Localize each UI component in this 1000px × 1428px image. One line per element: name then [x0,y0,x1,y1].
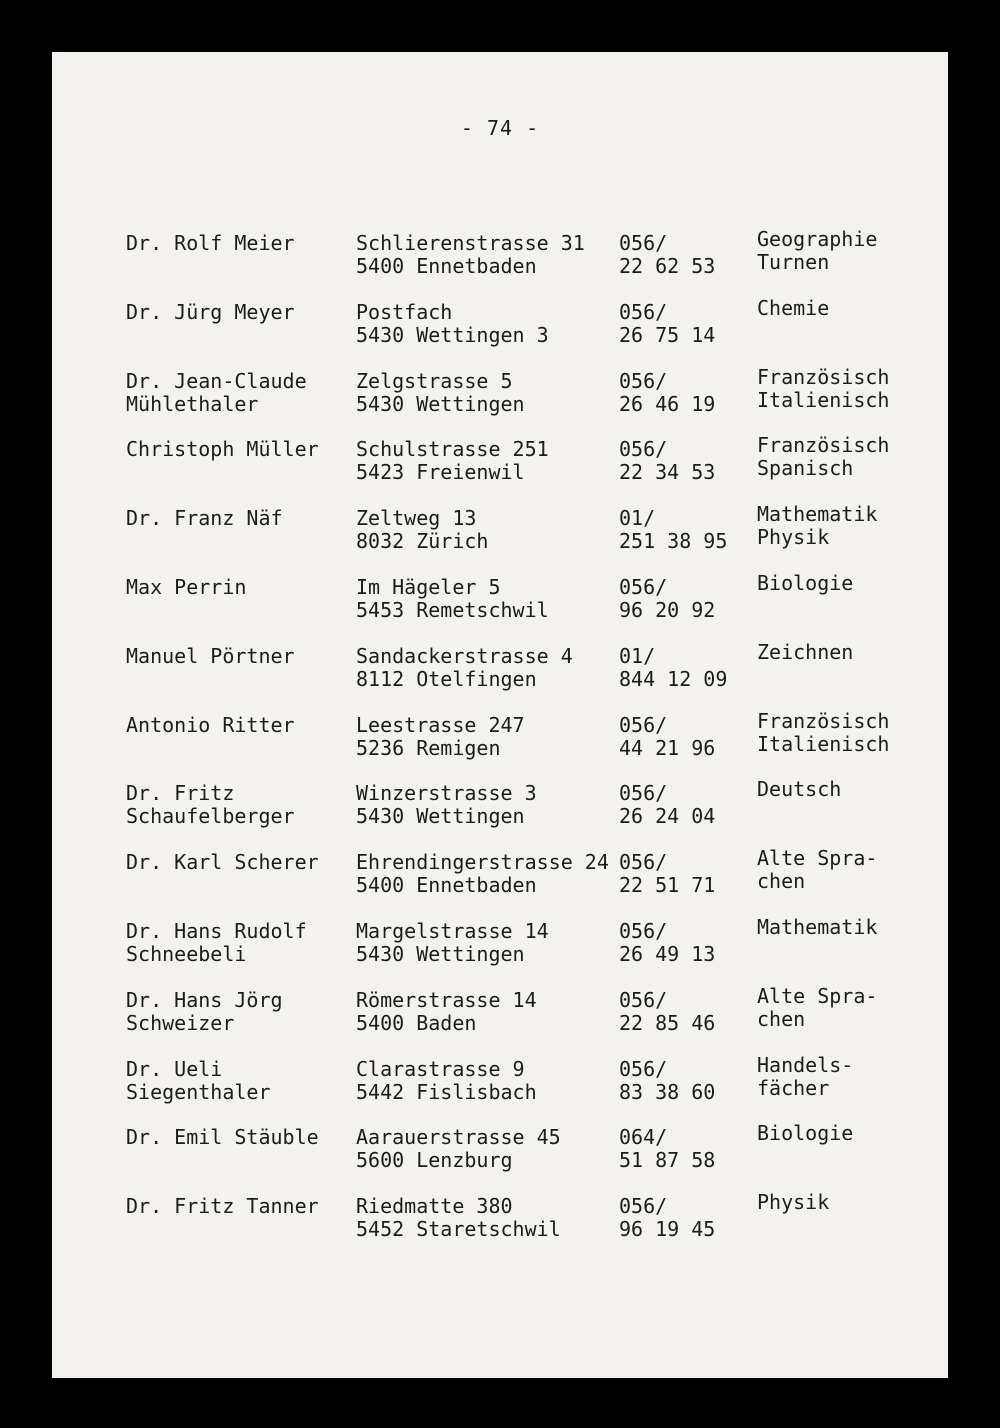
directory-entry [126,1190,926,1255]
entry-subjects [757,916,877,939]
phone-line: 44 21 96 [619,736,716,760]
directory-entry [126,777,926,842]
directory-entry [126,709,926,774]
entry-subjects [757,641,853,664]
name-line: Mühlethaler [126,392,259,416]
address-line: Margelstrasse 14 [356,919,549,943]
page-number: - 74 - [460,116,540,140]
directory-entry [126,1121,926,1186]
entry-phone [619,782,715,828]
address-line: Zelgstrasse 5 [356,369,513,393]
phone-line: 01/ [619,644,656,668]
address-line: 5600 Lenzburg [356,1148,513,1172]
directory-entry [126,365,926,430]
name-line: Dr. Emil Stäuble [126,1125,319,1149]
address-line: 5400 Ennetbaden [356,873,537,897]
directory-entry [126,984,926,1049]
phone-line: 056/ [619,231,668,255]
entry-name [126,989,283,1035]
entry-phone [619,1195,715,1241]
address-line: Postfach [356,300,453,324]
subject-line: chen [757,1007,806,1031]
phone-line: 064/ [619,1125,668,1149]
phone-line: 01/ [619,506,656,530]
subject-line: Französisch [757,433,890,457]
entry-subjects [757,503,877,549]
address-line: 5430 Wettingen [356,942,525,966]
phone-line: 056/ [619,850,668,874]
entry-phone [619,645,727,691]
entry-phone [619,920,715,966]
entry-phone [619,370,715,416]
subject-line: Deutsch [757,777,842,801]
entry-phone [619,1126,715,1172]
address-line: 8032 Zürich [356,529,489,553]
entry-address [356,1058,537,1104]
address-line: Zeltweg 13 [356,506,477,530]
address-line: 5442 Fislisbach [356,1080,537,1104]
address-line: 5430 Wettingen [356,804,525,828]
directory-entry [126,1053,926,1118]
entry-name [126,438,319,461]
phone-line: 056/ [619,781,668,805]
entry-address [356,645,573,691]
name-line: Max Perrin [126,575,247,599]
entry-address [356,301,549,347]
address-line: 5400 Baden [356,1011,477,1035]
entry-subjects [757,434,889,480]
entry-name [126,370,307,416]
directory-entry [126,846,926,911]
directory-entry [126,433,926,498]
subject-line: Handels- [757,1053,854,1077]
phone-line: 96 19 45 [619,1217,716,1241]
name-line: Manuel Pörtner [126,644,295,668]
entry-phone [619,989,715,1035]
address-line: Sandackerstrasse 4 [356,644,573,668]
phone-line: 26 46 19 [619,392,716,416]
name-line: Dr. Hans Jörg [126,988,283,1012]
subject-line: Italienisch [757,732,890,756]
directory-entry [126,640,926,705]
name-line: Dr. Jean-Claude [126,369,307,393]
document-page [52,52,948,1378]
entry-subjects [757,1054,853,1100]
entry-name [126,1195,319,1218]
address-line: Römerstrasse 14 [356,988,537,1012]
subject-line: Physik [757,1190,830,1214]
phone-line: 056/ [619,713,668,737]
entry-name [126,232,295,255]
address-line: 5430 Wettingen [356,392,525,416]
subject-line: Französisch [757,365,890,389]
entry-name [126,1058,271,1104]
entry-name [126,920,307,966]
name-line: Schaufelberger [126,804,295,828]
entry-name [126,782,295,828]
phone-line: 22 51 71 [619,873,716,897]
entry-subjects [757,297,829,320]
subject-line: chen [757,869,806,893]
entry-address [356,507,488,553]
entry-phone [619,438,715,484]
address-line: 5430 Wettingen 3 [356,323,549,347]
entry-name [126,645,295,668]
directory-entry [126,571,926,636]
entry-subjects [757,228,877,274]
name-line: Antonio Ritter [126,713,295,737]
entry-name [126,714,295,737]
name-line: Dr. Fritz [126,781,235,805]
name-line: Siegenthaler [126,1080,271,1104]
phone-line: 22 34 53 [619,460,716,484]
address-line: Schlierenstrasse 31 [356,231,585,255]
entry-subjects [757,366,889,412]
address-line: 8112 Otelfingen [356,667,537,691]
subject-line: Physik [757,525,830,549]
phone-line: 251 38 95 [619,529,728,553]
entry-phone [619,714,715,760]
entry-address [356,989,537,1035]
phone-line: 056/ [619,437,668,461]
entry-subjects [757,1122,853,1145]
entry-subjects [757,985,877,1031]
phone-line: 056/ [619,575,668,599]
entry-subjects [757,1191,829,1214]
entry-address [356,370,525,416]
phone-line: 51 87 58 [619,1148,716,1172]
entry-address [356,920,549,966]
directory-entry [126,227,926,292]
name-line: Dr. Jürg Meyer [126,300,295,324]
address-line: Im Hägeler 5 [356,575,501,599]
subject-line: Italienisch [757,388,890,412]
phone-line: 26 75 14 [619,323,716,347]
entry-name [126,576,246,599]
name-line: Schneebeli [126,942,247,966]
entry-subjects [757,572,853,595]
phone-line: 83 38 60 [619,1080,716,1104]
name-line: Christoph Müller [126,437,319,461]
entry-subjects [757,710,889,756]
entry-address [356,576,549,622]
phone-line: 96 20 92 [619,598,716,622]
phone-line: 26 24 04 [619,804,716,828]
name-line: Dr. Rolf Meier [126,231,295,255]
entry-address [356,1195,561,1241]
directory-entry [126,296,926,361]
subject-line: Biologie [757,1121,854,1145]
subject-line: Zeichnen [757,640,854,664]
entry-address [356,851,609,897]
entry-phone [619,851,715,897]
subject-line: Chemie [757,296,830,320]
address-line: Winzerstrasse 3 [356,781,537,805]
subject-line: Geographie [757,227,878,251]
entry-name [126,1126,319,1149]
phone-line: 844 12 09 [619,667,728,691]
name-line: Dr. Franz Näf [126,506,283,530]
address-line: Ehrendingerstrasse 24 [356,850,609,874]
subject-line: fächer [757,1076,830,1100]
subject-line: Spanisch [757,456,854,480]
phone-line: 056/ [619,919,668,943]
phone-line: 056/ [619,1057,668,1081]
subject-line: Mathematik [757,502,878,526]
entry-phone [619,507,727,553]
subject-line: Alte Spra- [757,846,878,870]
entry-name [126,507,283,530]
address-line: Leestrasse 247 [356,713,525,737]
subject-line: Französisch [757,709,890,733]
entry-name [126,301,295,324]
entry-address [356,232,585,278]
phone-line: 056/ [619,300,668,324]
name-line: Dr. Fritz Tanner [126,1194,319,1218]
name-line: Dr. Hans Rudolf [126,919,307,943]
address-line: 5423 Freienwil [356,460,525,484]
entry-phone [619,232,715,278]
entry-address [356,438,549,484]
entry-subjects [757,778,841,801]
address-line: Schulstrasse 251 [356,437,549,461]
phone-line: 26 49 13 [619,942,716,966]
address-line: 5452 Staretschwil [356,1217,561,1241]
phone-line: 056/ [619,369,668,393]
entry-phone [619,301,715,347]
address-line: 5236 Remigen [356,736,501,760]
address-line: Riedmatte 380 [356,1194,513,1218]
phone-line: 056/ [619,988,668,1012]
address-line: Clarastrasse 9 [356,1057,525,1081]
subject-line: Biologie [757,571,854,595]
entry-phone [619,1058,715,1104]
entry-name [126,851,319,874]
directory-entry [126,915,926,980]
address-line: 5400 Ennetbaden [356,254,537,278]
name-line: Dr. Ueli [126,1057,223,1081]
subject-line: Turnen [757,250,830,274]
phone-line: 22 85 46 [619,1011,716,1035]
entry-address [356,714,525,760]
subject-line: Alte Spra- [757,984,878,1008]
entry-phone [619,576,715,622]
directory-entry [126,502,926,567]
name-line: Schweizer [126,1011,235,1035]
entry-subjects [757,847,877,893]
phone-line: 22 62 53 [619,254,716,278]
address-line: 5453 Remetschwil [356,598,549,622]
entry-address [356,1126,561,1172]
entry-address [356,782,537,828]
subject-line: Mathematik [757,915,878,939]
name-line: Dr. Karl Scherer [126,850,319,874]
address-line: Aarauerstrasse 45 [356,1125,561,1149]
phone-line: 056/ [619,1194,668,1218]
